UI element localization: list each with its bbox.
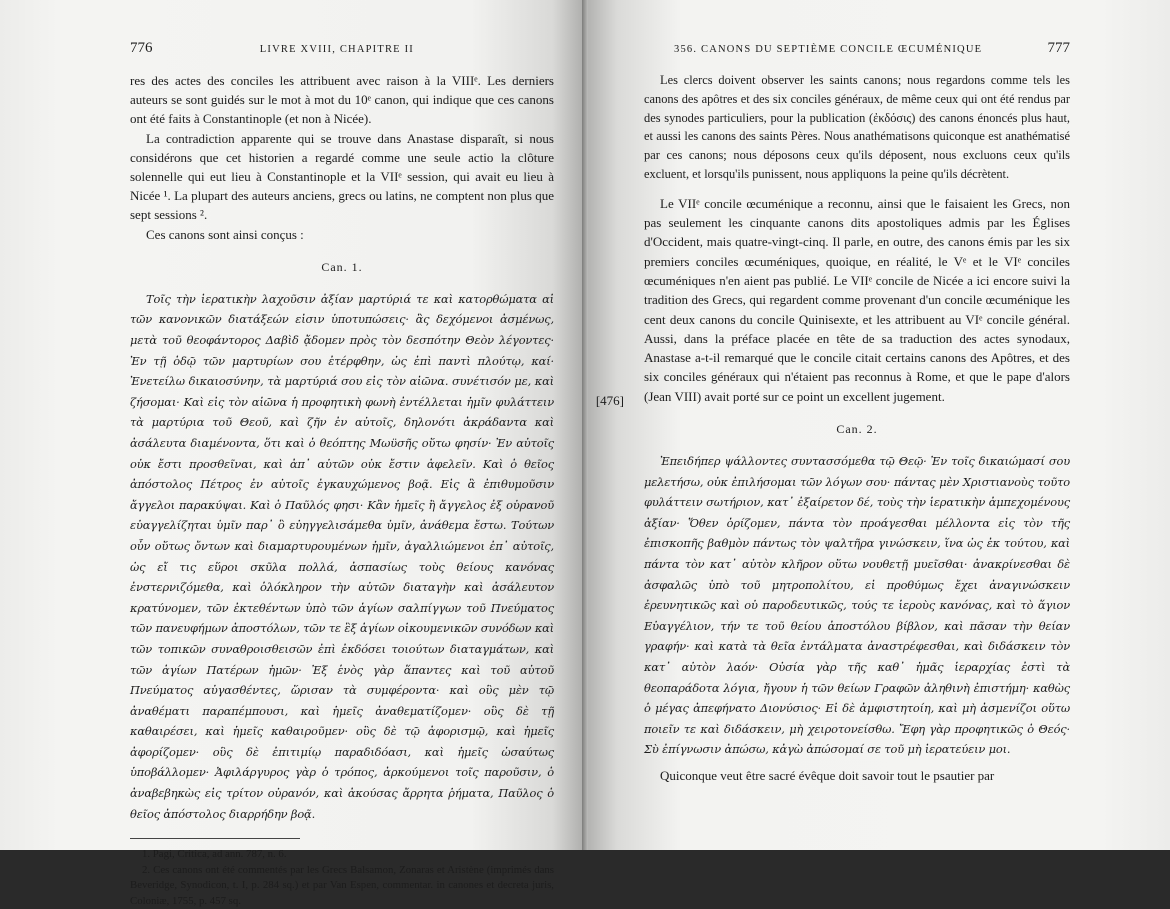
left-running-head bbox=[130, 40, 554, 57]
margin-page-reference: [476] bbox=[595, 393, 624, 408]
left-paragraph-1: res des actes des conciles les attribuent avec raison à la VIIIᵉ. Les derniers auteurs se sont guidés sur le mot à mot du 10ᵉ canon, qui indique que ces canons ont été faits à Constantinople (et non à Nicée). bbox=[130, 73, 554, 127]
footnote-divider bbox=[130, 838, 300, 839]
right-page bbox=[588, 0, 1170, 850]
canon-1-heading: Can. 1. bbox=[321, 259, 363, 274]
right-page-number: 777 bbox=[1047, 40, 1070, 56]
right-running-head bbox=[644, 40, 1070, 57]
footnote-1: 1. Pagi, Critica, ad ann. 787, n. 6. bbox=[142, 848, 287, 861]
right-last-line: Quiconque veut être sacré évêque doit savoir tout le psautier par bbox=[660, 767, 995, 783]
canon-2-greek-text: Ἐπειδήπερ ψάλλοντες συντασσόμεθα τῷ Θεῷ· Ἐν τοῖς δικαιώμασί σου μελετήσω, οὐκ ἐπιλήσομαι τῶν λόγων σου· πάντας μὲν Χριστιανοὺς τοῦτο φυλάττειν σωτήριον, κατ᾿ ἐξαίρετον δέ, τοὺς τὴν ἱερατικὴν ἀμπεχομένους ἀξίαν· Ὅθεν ὁρίζομεν, πάντα τὸν προάγεσθαι μέλλοντα εἰς τὸν τῆς ἐπισκοπῆς βαθμὸν πάντως τὸν ψαλτῆρα γινώσκειν, ἵνα ὡς ἐκ τούτου, καὶ πάντα τὸν κατ᾿ αὐτὸν κλῆρον οὕτω νουθετῇ μυεῖσθαι· ἀνακρίνεσθαι δὲ ἀσφαλῶς ὑπὸ τοῦ μητροπολίτου, εἰ προθύμως ἔχει ἀναγινώσκειν ἐρευνητικῶς καὶ οὐ παροδευτικῶς, τούς τε ἱεροὺς κανόνας, καὶ τὸ ἅγιον Εὐαγγέλιον, τήν τε τοῦ θείου ἀποστόλου βίβλον, καὶ πᾶσαν τὴν θείαν γραφήν· καὶ κατὰ τὰ θεῖα ἐντάλματα ἀναστρέφεσθαι, καὶ διδάσκειν τὸν κατ᾿ αὐτὸν λαόν· Οὐσία γὰρ τῆς καθ᾿ ἡμᾶς ἱεραρχίας ἐστὶ τὰ θεοπαράδοτα λόγια, ἤγουν ἡ τῶν θείων Γραφῶν ἀληθινὴ ἐπιστήμη· καθὼς ὁ μέγας ἀπεφήνατο Διονύσιος· Εἰ δὲ ἀμφιστητοίη, καὶ μὴ ἀσμενίζοι οὕτω ποιεῖν τε καὶ διδάσκειν, μὴ χειροτονείσθω. Ἔφη γὰρ προφητικῶς ὁ Θεός· Σὺ ἐπίγνωσιν ἀπώσω, κἀγὼ ἀπώσομαί σε τοῦ μὴ ἱερατεύειν μοι. bbox=[644, 454, 1070, 757]
left-paragraph-3: Ces canons sont ainsi conçus : bbox=[146, 226, 304, 242]
footnote-2: 2. Ces canons ont été commentés par les Grecs Balsamon, Zonaras et Aristène (imprimés dans Beveridge, Synodicon, t. I, p. 284 sq.) et par Van Espen, commentar. in canones et decreta juris, Coloniæ, 1755, p. 457 sq. bbox=[130, 863, 554, 907]
left-page-number: 776 bbox=[130, 40, 153, 56]
left-paragraph-2: La contradiction apparente qui se trouve dans Anastase disparaît, si nous considérons que cet historien a regardé comme une seule actio la clôture solennelle qui eut lieu à Constantinople et la VIIᵉ session, qui avait eu lieu à Nicée ¹. La plupart des auteurs anciens, grecs ou latins, ne comptent non plus que sept sessions ². bbox=[130, 130, 554, 223]
canon-2-heading: Can. 2. bbox=[836, 422, 878, 437]
canon-1-greek-text: Τοῖς τὴν ἱερατικὴν λαχοῦσιν ἀξίαν μαρτύριά τε καὶ κατορθώματα αἱ τῶν κανονικῶν διατάξεών εἰσιν ὑποτυπώσεις· ἃς δεχόμενοι ἀσμένως, μετὰ τοῦ θεοφάντορος Δαβὶδ ᾄδομεν πρὸς τὸν δεσπότην Θεὸν λέγοντες· Ἐν τῇ ὁδῷ τῶν μαρτυρίων σου ἐτέρφθην, ὡς ἐπὶ παντὶ πλούτῳ, καί· Ἐνετείλω δικαιοσύνην, τὰ μαρτύριά σου εἰς τὸν αἰῶνα. συνέτισόν με, καὶ ζήσομαι· Καὶ εἰς τὸν αἰῶνα ἡ προφητικὴ φωνὴ ἐντέλλεται ἡμῖν φυλάττειν τὰ μαρτύρια τοῦ Θεοῦ, καὶ ζῆν ἐν αὐτοῖς, δηλονότι ἀκράδαντα καὶ ἀσάλευτα διαμένοντα, ὅτι καὶ ὁ θεόπτης Μωϋσῆς οὕτω φησίν· Ἐν αὐτοῖς οὐκ ἔστι προσθεῖναι, καὶ ἀπ᾿ αὐτῶν οὐκ ἔστιν ἀφελεῖν. Καὶ ὁ θεῖος ἀπόστολος Πέτρος ἐν αὐτοῖς ἐγκαυχώμενος βοᾷ. Εἰς ἃ ἐπιθυμοῦσιν ἄγγελοι παρακύψαι. Καὶ ὁ Παῦλός φησι· Κἂν ἡμεῖς ἢ ἄγγελος ἐξ οὐρανοῦ εὐαγγελίζηται ὑμῖν παρ᾿ ὃ εὐηγγελισάμεθα ὑμῖν, ἀνάθεμα ἔστω. Τούτων οὖν οὕτως ὄντων καὶ διαμαρτυρουμένων ἡμῖν, ἀγαλλιώμενοι ἐπ᾿ αὐτοῖς, ὡς εἴ τις εὕροι σκῦλα πολλά, ἀσπασίως τοὺς θείους κανόνας ἐνστερνιζόμεθα, καὶ ὁλόκληρον τὴν αὐτῶν διαταγὴν καὶ ἀσάλευτον κρατύνομεν, τῶν ἐκτεθέντων ὑπὸ τῶν ἁγίων σαλπίγγων τοῦ Πνεύματος τῶν πανευφήμων ἀποστόλων, τῶν τε ἓξ ἁγίων οἰκουμενικῶν συνόδων καὶ τῶν τοπικῶν συναθροισθεισῶν ἐπὶ ἐκδόσει τοιούτων διαταγμάτων, καὶ τῶν ἁγίων Πατέρων ἡμῶν· Ἐξ ἑνὸς γὰρ ἅπαντες καὶ τοῦ αὐτοῦ Πνεύματος αὐγασθέντες, ὥρισαν τὰ συμφέροντα· καὶ οὓς μὲν τῷ ἀναθέματι παραπέμπουσι, καὶ ἡμεῖς ἀναθεματίζομεν· οὓς δὲ τῇ καθαιρέσει, καὶ ἡμεῖς καθαιροῦμεν· οὓς δὲ τῷ ἀφορισμῷ, καὶ ἡμεῖς ἀφορίζομεν· οὓς δὲ ἐπιτιμίῳ παραδιδόασι, καὶ ἡμεῖς ὡσαύτως ὑποβάλλομεν· Ἀφιλάργυρος γὰρ ὁ τρόπος, ἀρκούμενοι τοῖς παροῦσιν, ὁ ἀναβεβηκὼς εἰς τρίτον οὐρανόν, καὶ ἀκούσας ἄρρητα ῥήματα, Παῦλος ὁ θεῖος ἀπόστολος διαρρήδην βοᾷ. bbox=[130, 291, 554, 821]
right-running-title: 356. CANONS DU SEPTIÈME CONCILE ŒCUMÉNIQUE bbox=[674, 44, 983, 55]
right-paragraph-1: Les clercs doivent observer les saints canons; nous regardons comme tels les canons des apôtres et des six conciles généraux, de même ceux qui ont été rendus par des synodes particuliers, pour la publication (ἐκδόσις) des canons énoncés plus haut, et aussi les canons des saints Pères. Nous anathématisons quiconque est anathématisé par ces canons; nous déposons ceux qu'ils déposent, nous excluons ceux qu'ils excluent, et lorsqu'ils punissent, nous appliquons la peine qu'ils décrètent. bbox=[644, 73, 1070, 181]
right-paragraph-2: Le VIIᵉ concile œcuménique a reconnu, ainsi que le faisaient les Grecs, non pas seulement les cinquante canons dits apostoliques admis par les Églises d'Occident, mais quatre-vingt-cinq. Il parle, en outre, des canons émis par les six premiers conciles œcuméniques, quoique, en réalité, le Vᵉ et le VIᵉ conciles œcuméniques n'en aient pas publié. Le VIIᵉ concile de Nicée a ici encore suivi la tradition des Grecs, qui regardent comme provenant d'un concile œcuménique les cent deux canons du concile Quinisexte, et les attribuent au VIᵉ concile général. Aussi, dans la préface placée en tête de sa traduction des actes synodaux, Anastase a-t-il remarqué que le concile citait certains canons des Apôtres, et des six conciles généraux qui n'étaient pas reconnus à Rome, et que le pape d'alors (Jean VIII) avait porté sur ce point un excellent jugement. bbox=[644, 195, 1070, 404]
left-running-title: LIVRE XVIII, CHAPITRE II bbox=[259, 44, 414, 55]
footnotes bbox=[130, 847, 554, 909]
